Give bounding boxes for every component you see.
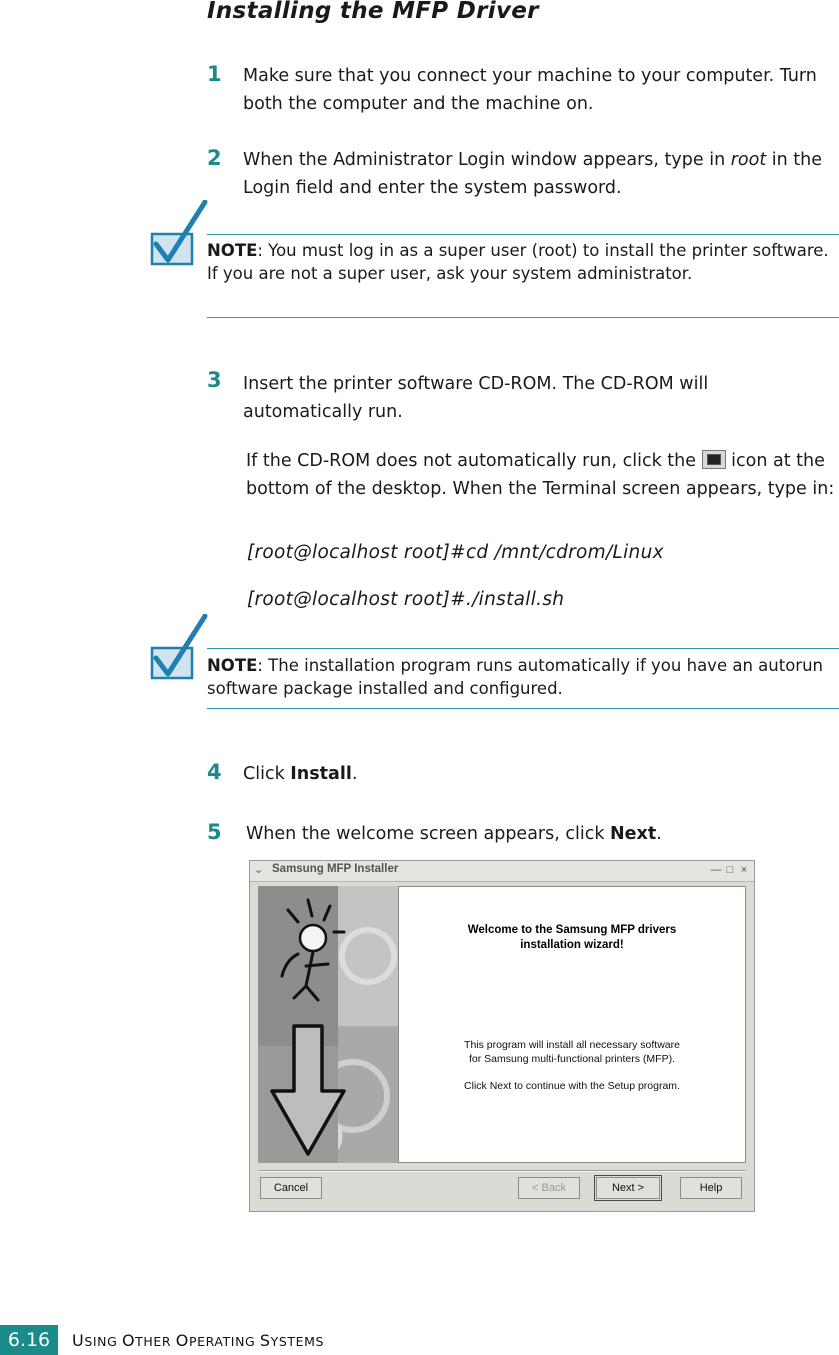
note-check-icon [150, 200, 208, 270]
back-button[interactable]: < Back [518, 1177, 580, 1199]
welcome-body: This program will install all necessary software for Samsung multi-functional printers (MFP). Click Next to continue with the Setup program. [464, 1039, 680, 1092]
note-1: NOTE: You must log in as a super user (root) to install the printer software. If you are not a super user, ask your system administrator. [207, 241, 829, 283]
command-cd: [root@localhost root]#cd /mnt/cdrom/Linux [247, 542, 664, 563]
next-button[interactable]: Next > [596, 1177, 660, 1199]
dialog-content-panel [398, 886, 746, 1163]
note-check-icon [150, 614, 208, 684]
step-1-text: Make sure that you connect your machine to your computer. Turn both the computer and the machine on. [243, 66, 817, 114]
step-5-text: When the welcome screen appears, click Next. [246, 824, 662, 844]
dialog-title: Samsung MFP Installer [272, 863, 399, 875]
step-4-text: Click Install. [243, 764, 358, 784]
step-5-number: 5 [207, 820, 222, 844]
note-2: NOTE: The installation program runs automatically if you have an autorun software package installed and configured. [207, 656, 823, 698]
note-bottom-rule [207, 708, 839, 709]
root-emphasis: root [730, 150, 767, 170]
step-3-number: 3 [207, 368, 222, 392]
window-menu-icon[interactable]: ⌄ [254, 864, 264, 876]
note-label: NOTE [207, 241, 258, 260]
maximize-icon[interactable]: □ [726, 864, 734, 876]
page-title: Installing the MFP Driver [207, 0, 539, 24]
note-top-rule [207, 234, 839, 235]
step-2-number: 2 [207, 146, 222, 170]
terminal-icon [702, 450, 726, 469]
dialog-separator [258, 1170, 746, 1172]
command-install: [root@localhost root]#./install.sh [247, 589, 565, 610]
installer-dialog [249, 860, 755, 1212]
section-title: USING OTHER OPERATING SYSTEMS [72, 1331, 325, 1350]
note-label: NOTE [207, 656, 258, 675]
step-3-text: Insert the printer software CD-ROM. The CD-ROM will automatically run. [243, 374, 709, 422]
minimize-icon[interactable]: — [710, 864, 722, 876]
note-bottom-rule [207, 317, 839, 318]
step-4-number: 4 [207, 760, 222, 784]
step-2-text: When the Administrator Login window appears, type in root in the Login field and enter the system password. [243, 150, 823, 198]
help-button[interactable]: Help [680, 1177, 742, 1199]
welcome-heading: Welcome to the Samsung MFP drivers installation wizard! [467, 924, 677, 951]
cdrom-hint: If the CD-ROM does not automatically run, click the icon at the bottom of the desktop. When the Terminal screen appears, type in: [246, 451, 835, 499]
note-top-rule [207, 648, 839, 649]
cancel-button[interactable]: Cancel [260, 1177, 322, 1199]
dialog-titlebar [250, 861, 754, 882]
close-icon[interactable]: × [740, 864, 748, 876]
step-1-number: 1 [207, 62, 222, 86]
page-number: 6.16 [0, 1325, 58, 1355]
installer-side-graphic [258, 886, 398, 1163]
